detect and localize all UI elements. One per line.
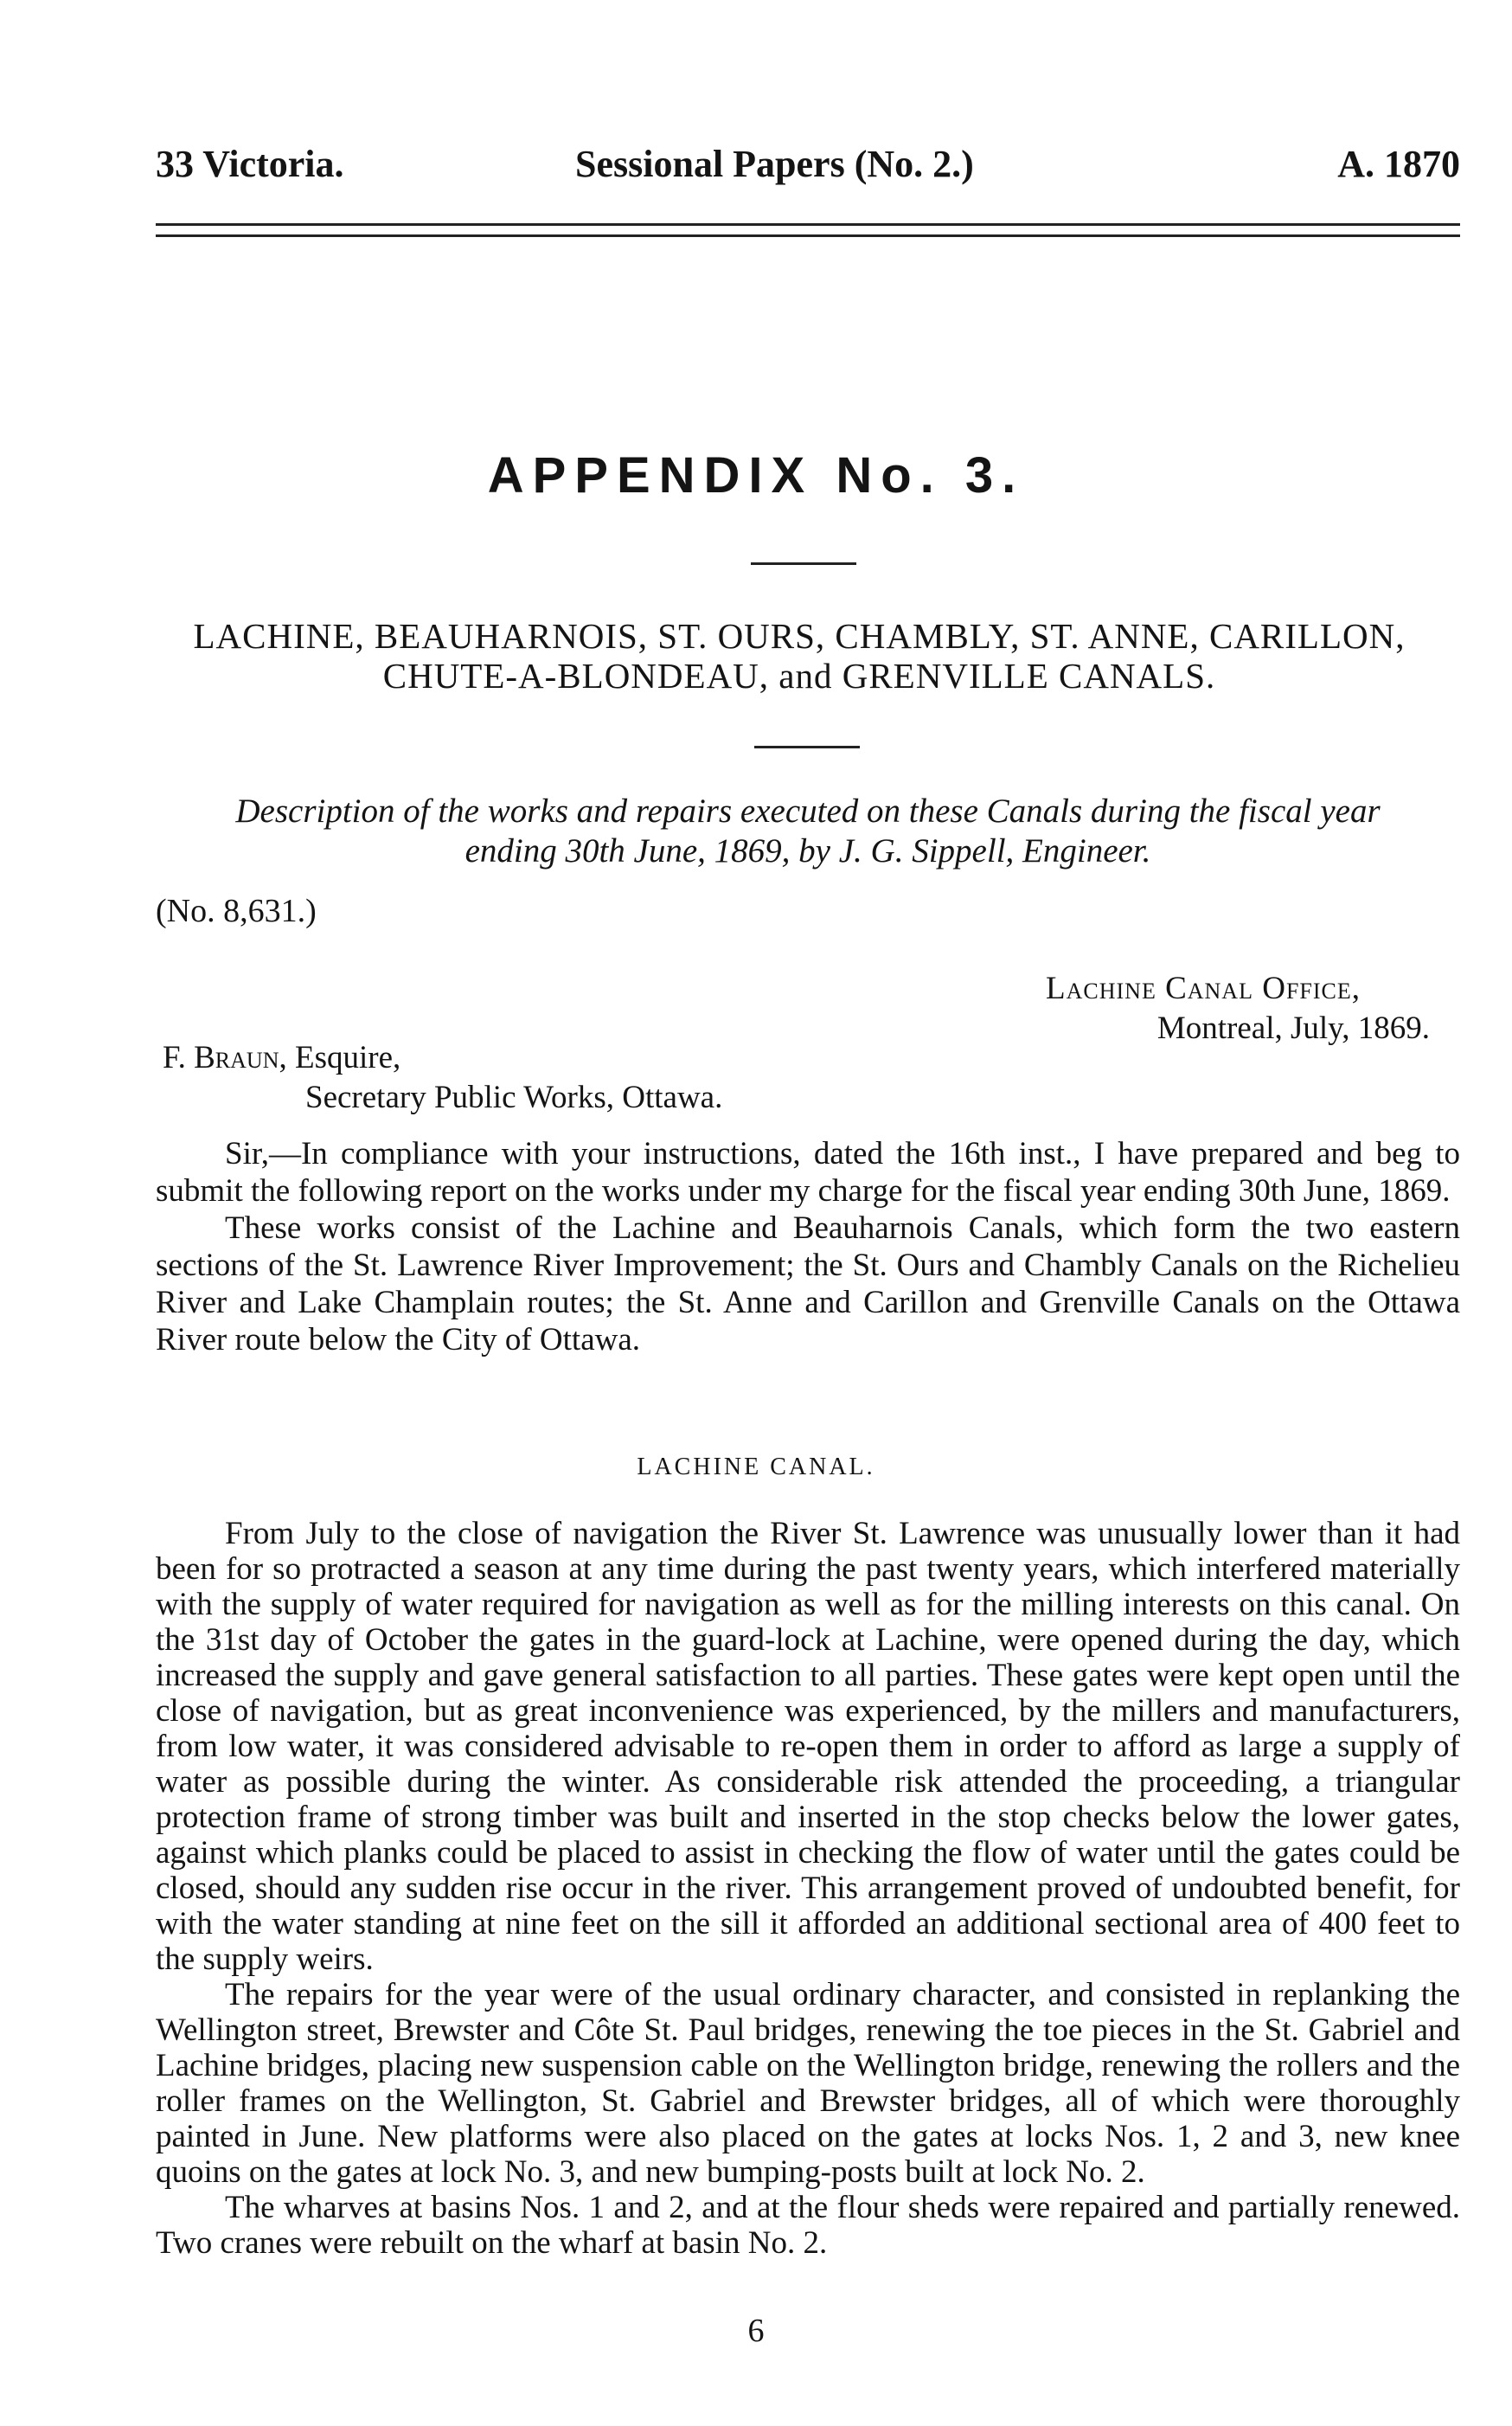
header-year: A. 1870 bbox=[1337, 143, 1460, 185]
section-heading: LACHINE CANAL. bbox=[637, 1454, 875, 1480]
heading-rule bbox=[754, 746, 860, 748]
addressee-name: F. Braun bbox=[163, 1040, 279, 1075]
header-volume: 33 Victoria. bbox=[156, 143, 344, 185]
appendix-title: APPENDIX No. 3. bbox=[487, 447, 1025, 504]
paragraph: The repairs for the year were of the usual ordinary character, and consisted in replanking the Wellington street, Brewster and Côte St. Paul bridges, renewing the toe pieces in the St. Gabriel and Lachine bridges, placing new suspension cable on the Wellington bridge, renewing the rollers and the roller frames on the Wellington, St. Gabriel and Brewster bridges, all of which were thoroughly painted in June. New platforms were also placed on the gates at locks Nos. 1, 2 and 3, new knee quoins on the gates at lock No. 3, and new bumping-posts built at lock No. 2. bbox=[156, 1977, 1460, 2190]
addressee bbox=[163, 1038, 722, 1118]
header-sessional-papers: Sessional Papers (No. 2.) bbox=[575, 143, 974, 185]
office-name: Lachine Canal Office, bbox=[1046, 971, 1361, 1006]
paragraph: From July to the close of navigation the River St. Lawrence was unusually lower than it had been for so protracted a season at any time during the past twenty years, which interfered materially with the supply of water required for navigation as well as for the milling interests on this canal. On the 31st day of October the gates in the guard-lock at Lachine, were opened during the day, which increased the supply and gave general satisfaction to all parties. These gates were kept open until the close of navigation, but as great inconvenience was experienced, by the millers and manufacturers, from low water, it was considered advisable to re-open them in order to afford as large a supply of water as possible during the winter. As considerable risk attended the proceeding, a triangular protection frame of strong timber was built and inserted in the stop checks below the lower gates, against which planks could be placed to assist in checking the flow of water until the gates could be closed, should any sudden rise occur in the river. This arrangement proved of undoubted benefit, for with the water standing at nine feet on the sill it afforded an additional sectional area of 400 feet to the supply weirs. bbox=[156, 1516, 1460, 1977]
addressee-title: Secretary Public Works, Ottawa. bbox=[305, 1080, 723, 1115]
running-header bbox=[156, 138, 1460, 190]
description-line-1: Description of the works and repairs executed on these Canals during the fiscal year bbox=[235, 793, 1381, 830]
office-date: Montreal, July, 1869. bbox=[1156, 1011, 1430, 1046]
canals-heading bbox=[138, 616, 1460, 696]
addressee-suffix: , Esquire, bbox=[279, 1040, 401, 1075]
canals-heading-line-1: LACHINE, BEAUHARNOIS, ST. OURS, CHAMBLY, ST. ANNE, CARILLON, bbox=[193, 616, 1406, 656]
report-description bbox=[156, 792, 1460, 871]
file-number: (No. 8,631.) bbox=[156, 893, 317, 929]
description-line-2: ending 30th June, 1869, by J. G. Sippell, Engineer. bbox=[464, 832, 1151, 870]
letter-body bbox=[156, 1135, 1460, 1358]
page-number: 6 bbox=[747, 2313, 765, 2349]
office-address bbox=[824, 969, 1430, 1049]
title-rule bbox=[751, 562, 856, 565]
paragraph: Sir,—In compliance with your instructions, dated the 16th inst., I have prepared and beg to submit the following report on the works under my charge for the fiscal year ending 30th June, 1869. bbox=[156, 1136, 1460, 1209]
paragraph: These works consist of the Lachine and Beauharnois Canals, which form the two eastern sections of the St. Lawrence River Improvement; the St. Ours and Chambly Canals on the Richelieu River and Lake Champlain routes; the St. Anne and Carillon and Grenville Canals on the Ottawa River route below the City of Ottawa. bbox=[156, 1210, 1460, 1357]
header-double-rule bbox=[156, 223, 1460, 237]
paragraph: The wharves at basins Nos. 1 and 2, and at the flour sheds were repaired and partially renewed. Two cranes were rebuilt on the wharf at basin No. 2. bbox=[156, 2190, 1460, 2261]
canals-heading-line-2: CHUTE-A-BLONDEAU, and GRENVILLE CANALS. bbox=[382, 656, 1216, 696]
section-body bbox=[156, 1516, 1460, 2261]
